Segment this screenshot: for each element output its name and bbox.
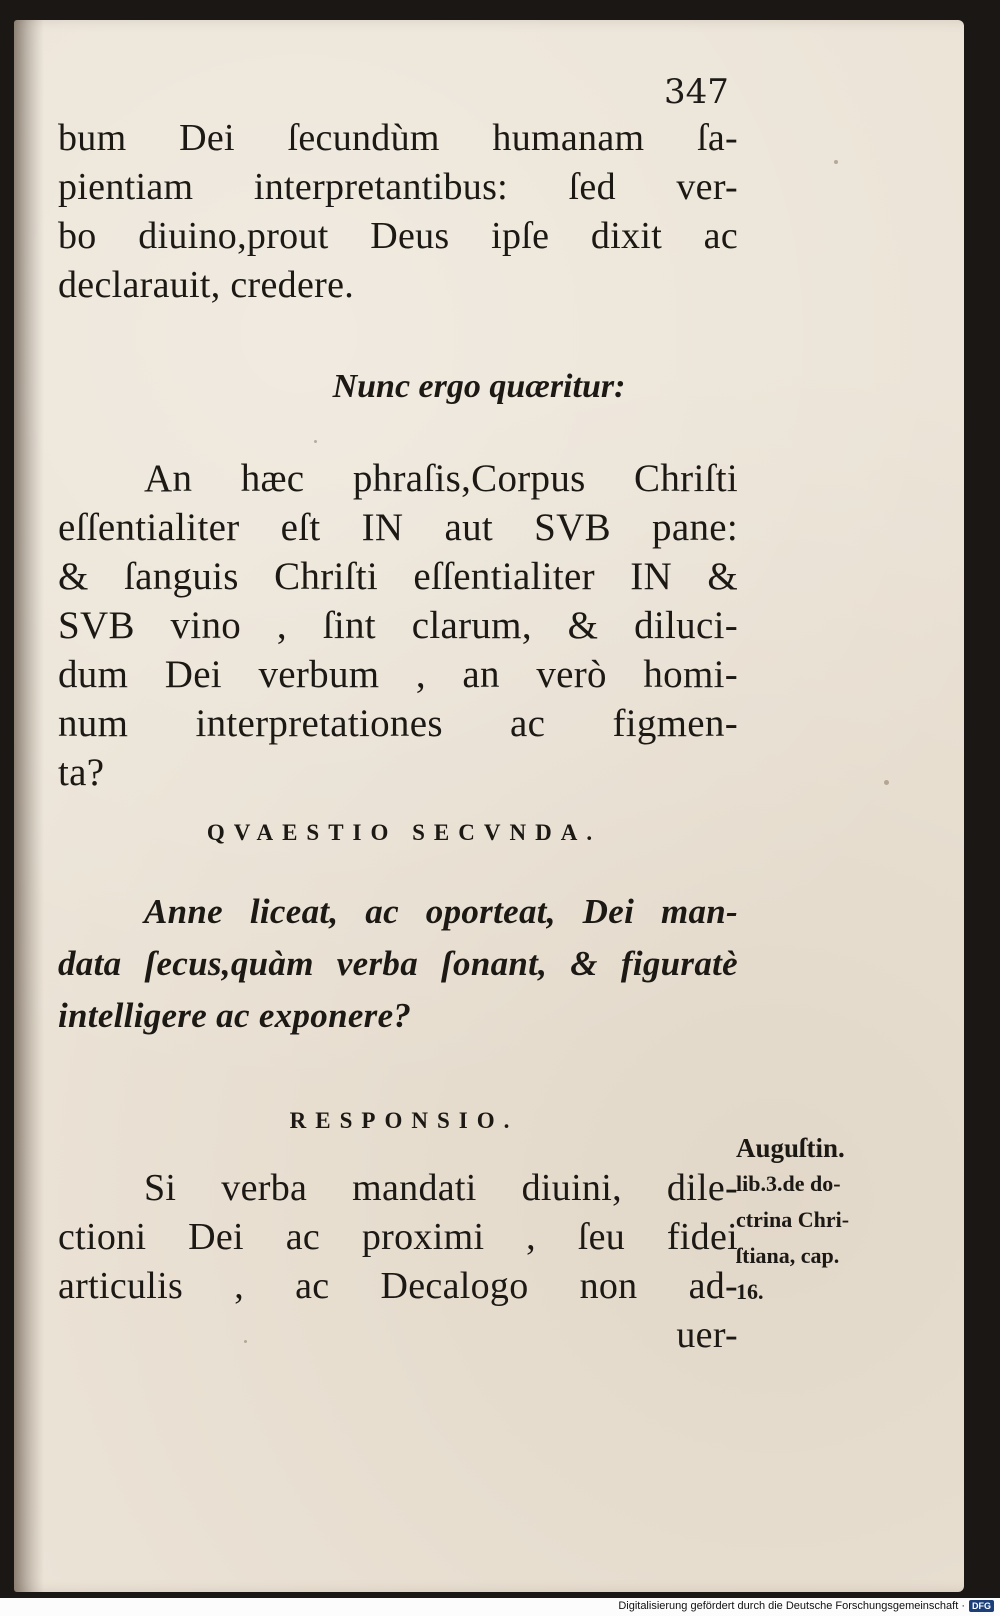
text-line: & ſanguis Chriſti eſſentialiter IN & — [58, 555, 738, 598]
paper-speck — [834, 160, 838, 164]
margin-note-line: lib.3.de do- — [736, 1171, 841, 1196]
text-line: dum Dei verbum , an verò homi- — [58, 653, 738, 696]
page-number: 347 — [664, 72, 729, 112]
book-page — [14, 20, 964, 1592]
text-line: data ſecus,quàm verba ſonant, & figuratè — [58, 944, 738, 983]
margin-note — [736, 1130, 896, 1310]
paragraph-2 — [58, 454, 738, 797]
text-line: pientiam interpretantibus: ſed ver- — [58, 166, 738, 208]
gutter-shadow — [14, 20, 44, 1592]
response-heading: RESPONSIO. — [289, 1108, 519, 1133]
margin-note-line: ctrina Chri- — [736, 1207, 850, 1232]
dfg-logo: DFG — [969, 1600, 994, 1612]
question-heading: QVAESTIO SECVNDA. — [206, 820, 602, 845]
text-line: articulis , ac Decalogo non ad- — [58, 1265, 738, 1307]
italic-heading-text: Nunc ergo quæritur: — [332, 368, 626, 405]
text-line: intelligere ac exponere? — [58, 996, 412, 1035]
credit-text: Digitalisierung gefördert durch die Deutsche Forschungsgemeinschaft · — [618, 1600, 965, 1612]
margin-note-line: Auguſtin. — [736, 1133, 845, 1163]
paragraph-3 — [58, 1164, 738, 1360]
text-line: declarauit, credere. — [58, 264, 355, 306]
margin-note-line: ſtiana, cap. — [736, 1243, 840, 1268]
text-line: bum Dei ſecundùm humanam ſa- — [58, 117, 738, 159]
text-line: eſſentialiter eſt IN aut SVB pane: — [58, 506, 738, 549]
italic-heading — [14, 368, 1000, 406]
text-line: Si verba mandati diuini, dile- — [144, 1167, 738, 1209]
paper-speck — [884, 780, 889, 785]
text-line: An hæc phraſis,Corpus Chriſti — [144, 457, 738, 500]
margin-note-line: 16. — [736, 1279, 764, 1304]
text-line: ctioni Dei ac proximi , ſeu fidei — [58, 1216, 738, 1258]
text-line: bo diuino,prout Deus ipſe dixit ac — [58, 215, 738, 257]
catchword: uer- — [676, 1314, 738, 1356]
paragraph-1 — [58, 114, 738, 310]
paper-speck — [314, 440, 317, 443]
question-text — [58, 886, 738, 1042]
text-line: Anne liceat, ac oporteat, Dei man- — [144, 892, 738, 931]
digitization-credit — [618, 1600, 994, 1612]
text-line: ta? — [58, 751, 105, 794]
text-line: num interpretationes ac figmen- — [58, 702, 738, 745]
text-line: SVB vino , ſint clarum, & diluci- — [58, 604, 738, 647]
